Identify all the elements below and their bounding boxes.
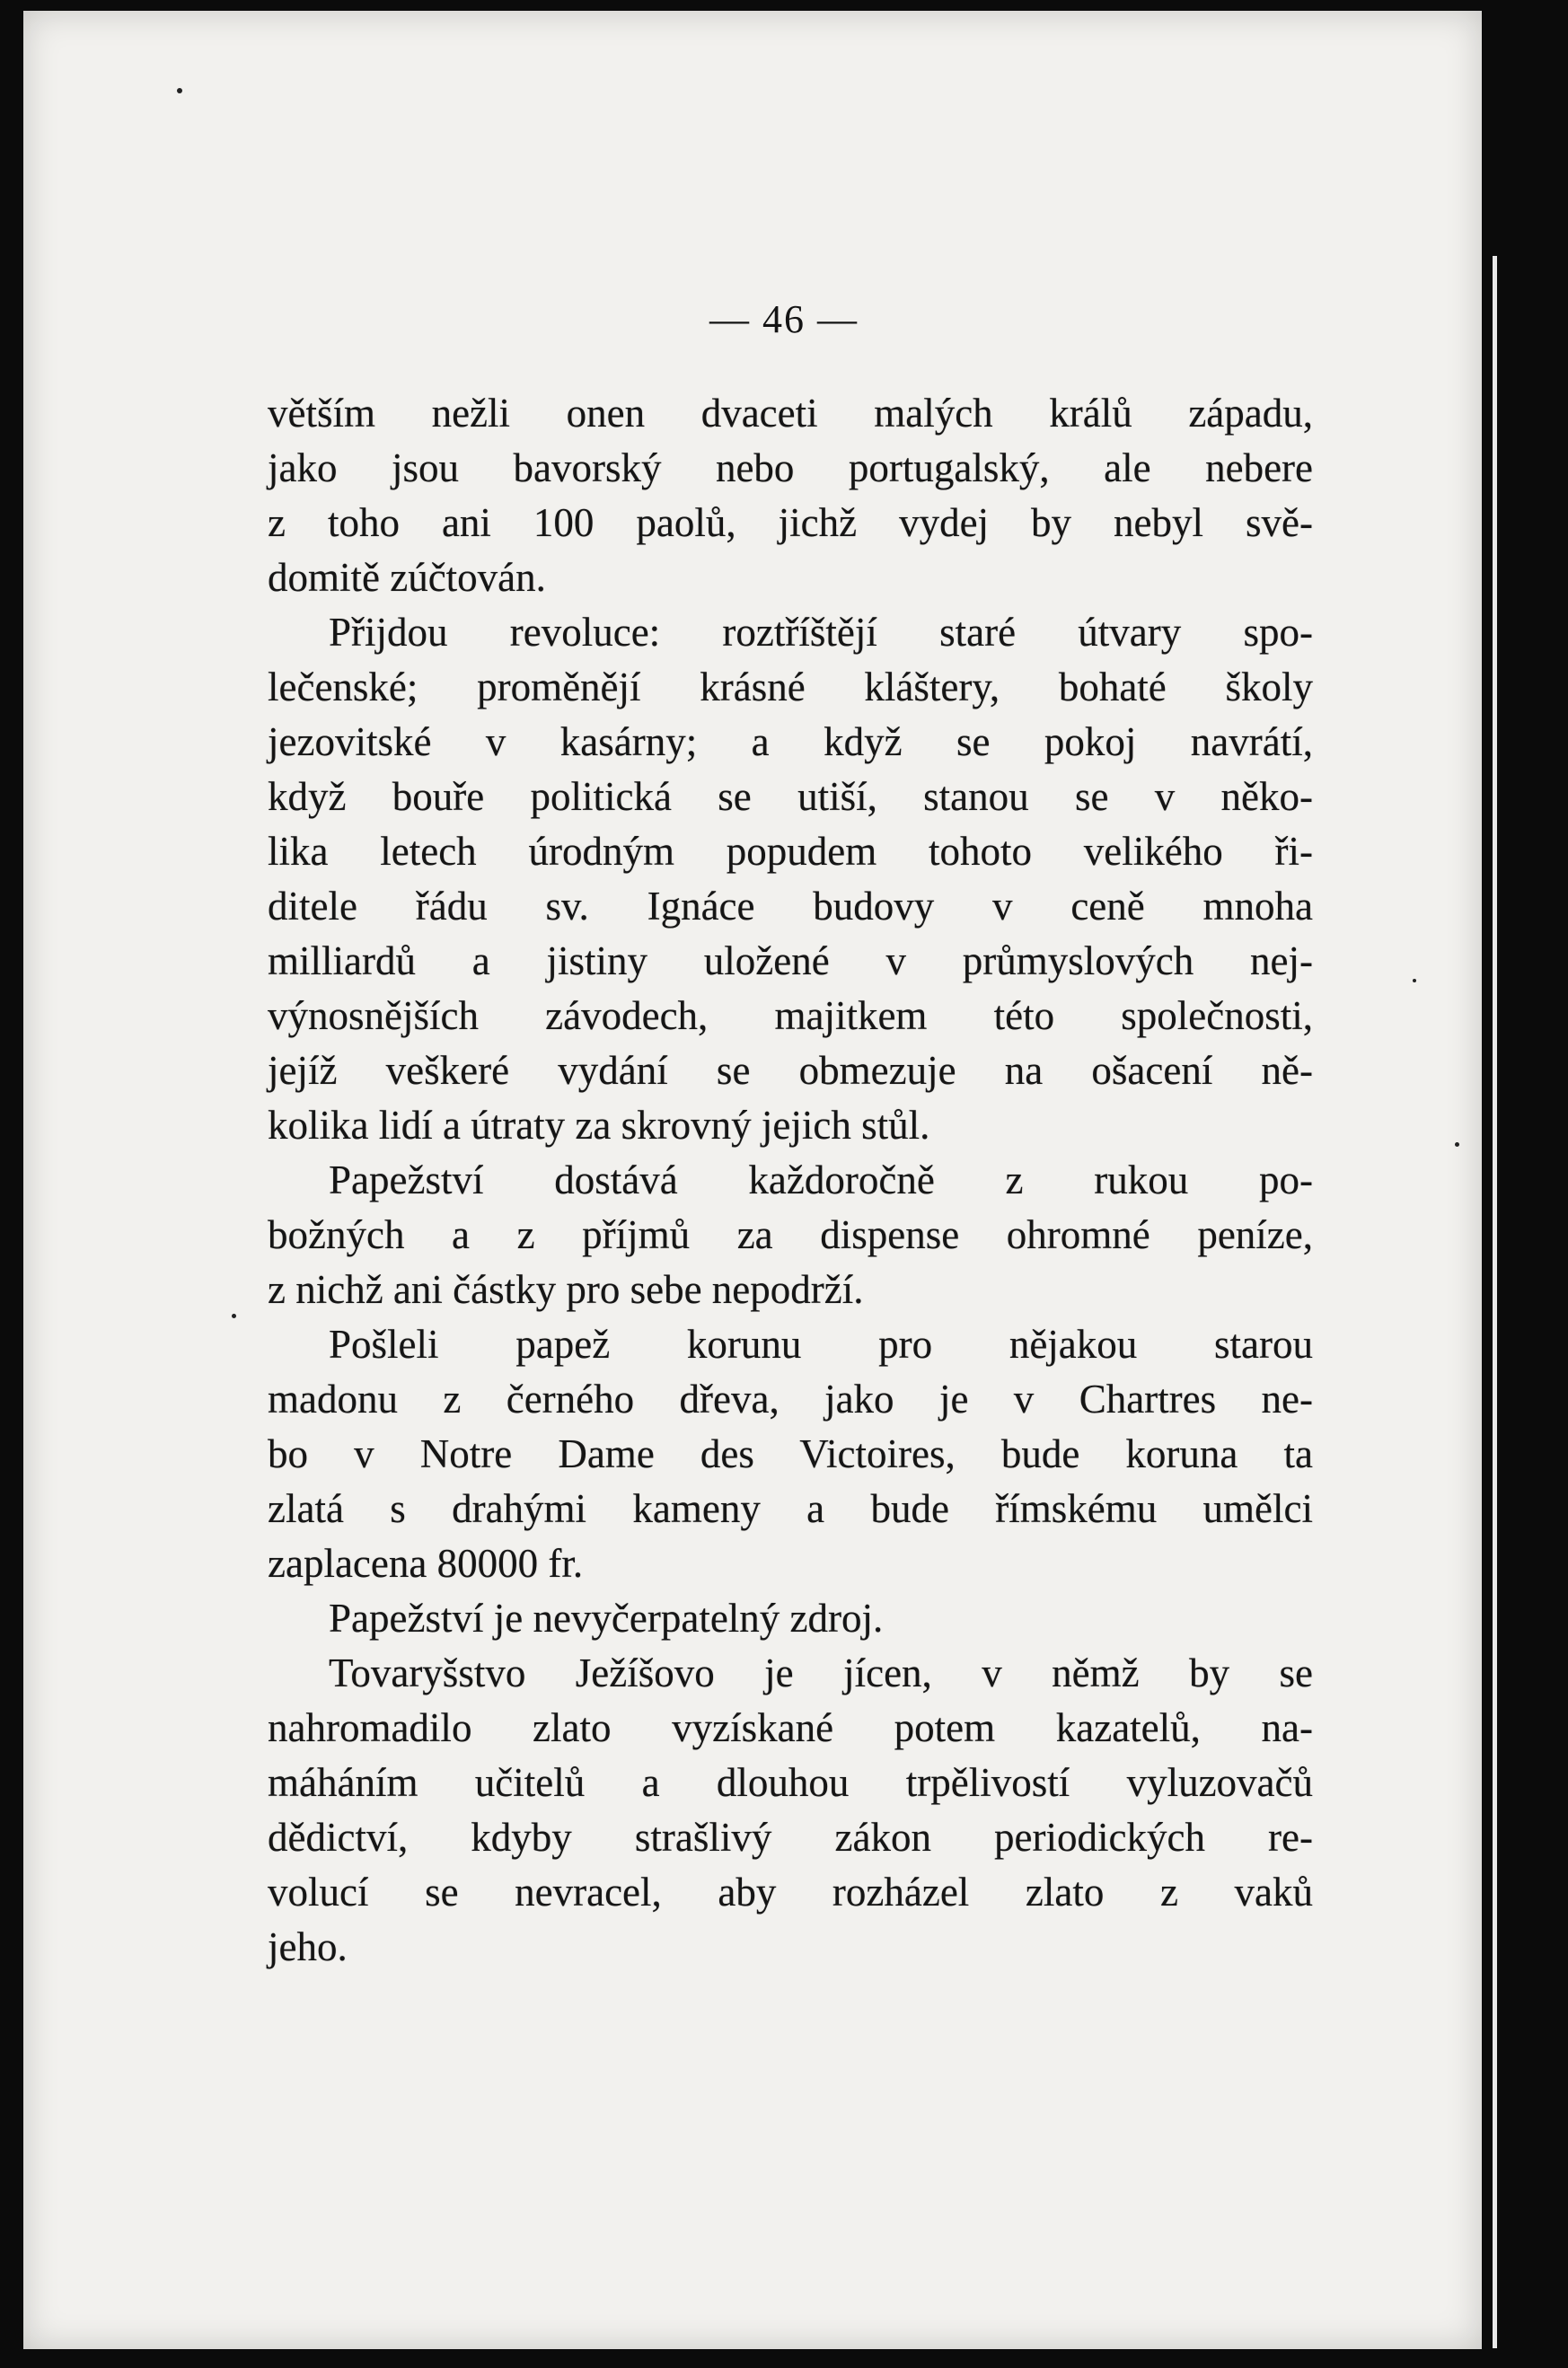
page-number: — 46 — (709, 297, 859, 341)
print-speck (1455, 1142, 1459, 1147)
text-line: z toho ani 100 paolů, jichž vydej by nebyl svě- (268, 500, 1313, 545)
text-line: Papežství dostává každoročně z rukou po- (329, 1158, 1313, 1202)
text-line: nahromadilo zlato vyzískané potem kazatelů, na- (268, 1705, 1313, 1750)
text-line: ditele řádu sv. Ignáce budovy v ceně mnoha (268, 884, 1313, 929)
text-line: jako jsou bavorský nebo portugalský, ale nebere (268, 445, 1313, 490)
text-line: jeho. (268, 1924, 348, 1969)
text-line: božných a z příjmů za dispense ohromné peníze, (268, 1212, 1313, 1257)
body-text (268, 386, 1313, 1975)
print-speck (177, 88, 182, 93)
text-line: jezovitské v kasárny; a když se pokoj navrátí, (268, 719, 1313, 764)
text-line: madonu z černého dřeva, jako je v Chartres ne- (268, 1377, 1313, 1422)
text-line: lika letech úrodným popudem tohoto velikého ři- (268, 829, 1313, 874)
text-line: milliardů a jistiny uložené v průmyslových nej- (268, 938, 1313, 983)
text-line: Přijdou revoluce: roztříštějí staré útvary spo- (329, 610, 1313, 655)
page-edge-line (1493, 256, 1497, 2348)
text-line: jejíž veškeré vydání se obmezuje na ošacení ně- (268, 1048, 1313, 1093)
text-line: dědictví, kdyby strašlivý zákon periodických re- (268, 1815, 1313, 1860)
text-line: Papežství je nevyčerpatelný zdroj. (329, 1596, 884, 1641)
text-line: máháním učitelů a dlouhou trpělivostí vyluzovačů (268, 1760, 1313, 1805)
text-line: kolika lidí a útraty za skrovný jejich stůl. (268, 1103, 930, 1148)
text-line: větším nežli onen dvaceti malých králů západu, (268, 391, 1313, 436)
print-speck (1413, 979, 1416, 982)
text-line: zaplacena 80000 fr. (268, 1541, 584, 1586)
text-line: když bouře politická se utiší, stanou se v něko- (268, 774, 1313, 819)
text-line: Tovaryšstvo Ježíšovo je jícen, v němž by se (329, 1651, 1313, 1695)
text-line: výnosnějších závodech, majitkem této společnosti, (268, 993, 1313, 1038)
text-line: volucí se nevracel, aby rozházel zlato z vaků (268, 1870, 1313, 1915)
text-line: zlatá s drahými kameny a bude římskému umělci (268, 1486, 1313, 1531)
text-line: bo v Notre Dame des Victoires, bude koruna ta (268, 1431, 1313, 1476)
text-line: lečenské; proměnějí krásné kláštery, bohaté školy (268, 665, 1313, 709)
print-speck (232, 1314, 236, 1318)
text-line: Pošleli papež korunu pro nějakou starou (329, 1322, 1313, 1367)
text-line: z nichž ani částky pro sebe nepodrží. (268, 1267, 864, 1312)
text-line: domitě zúčtován. (268, 555, 546, 600)
